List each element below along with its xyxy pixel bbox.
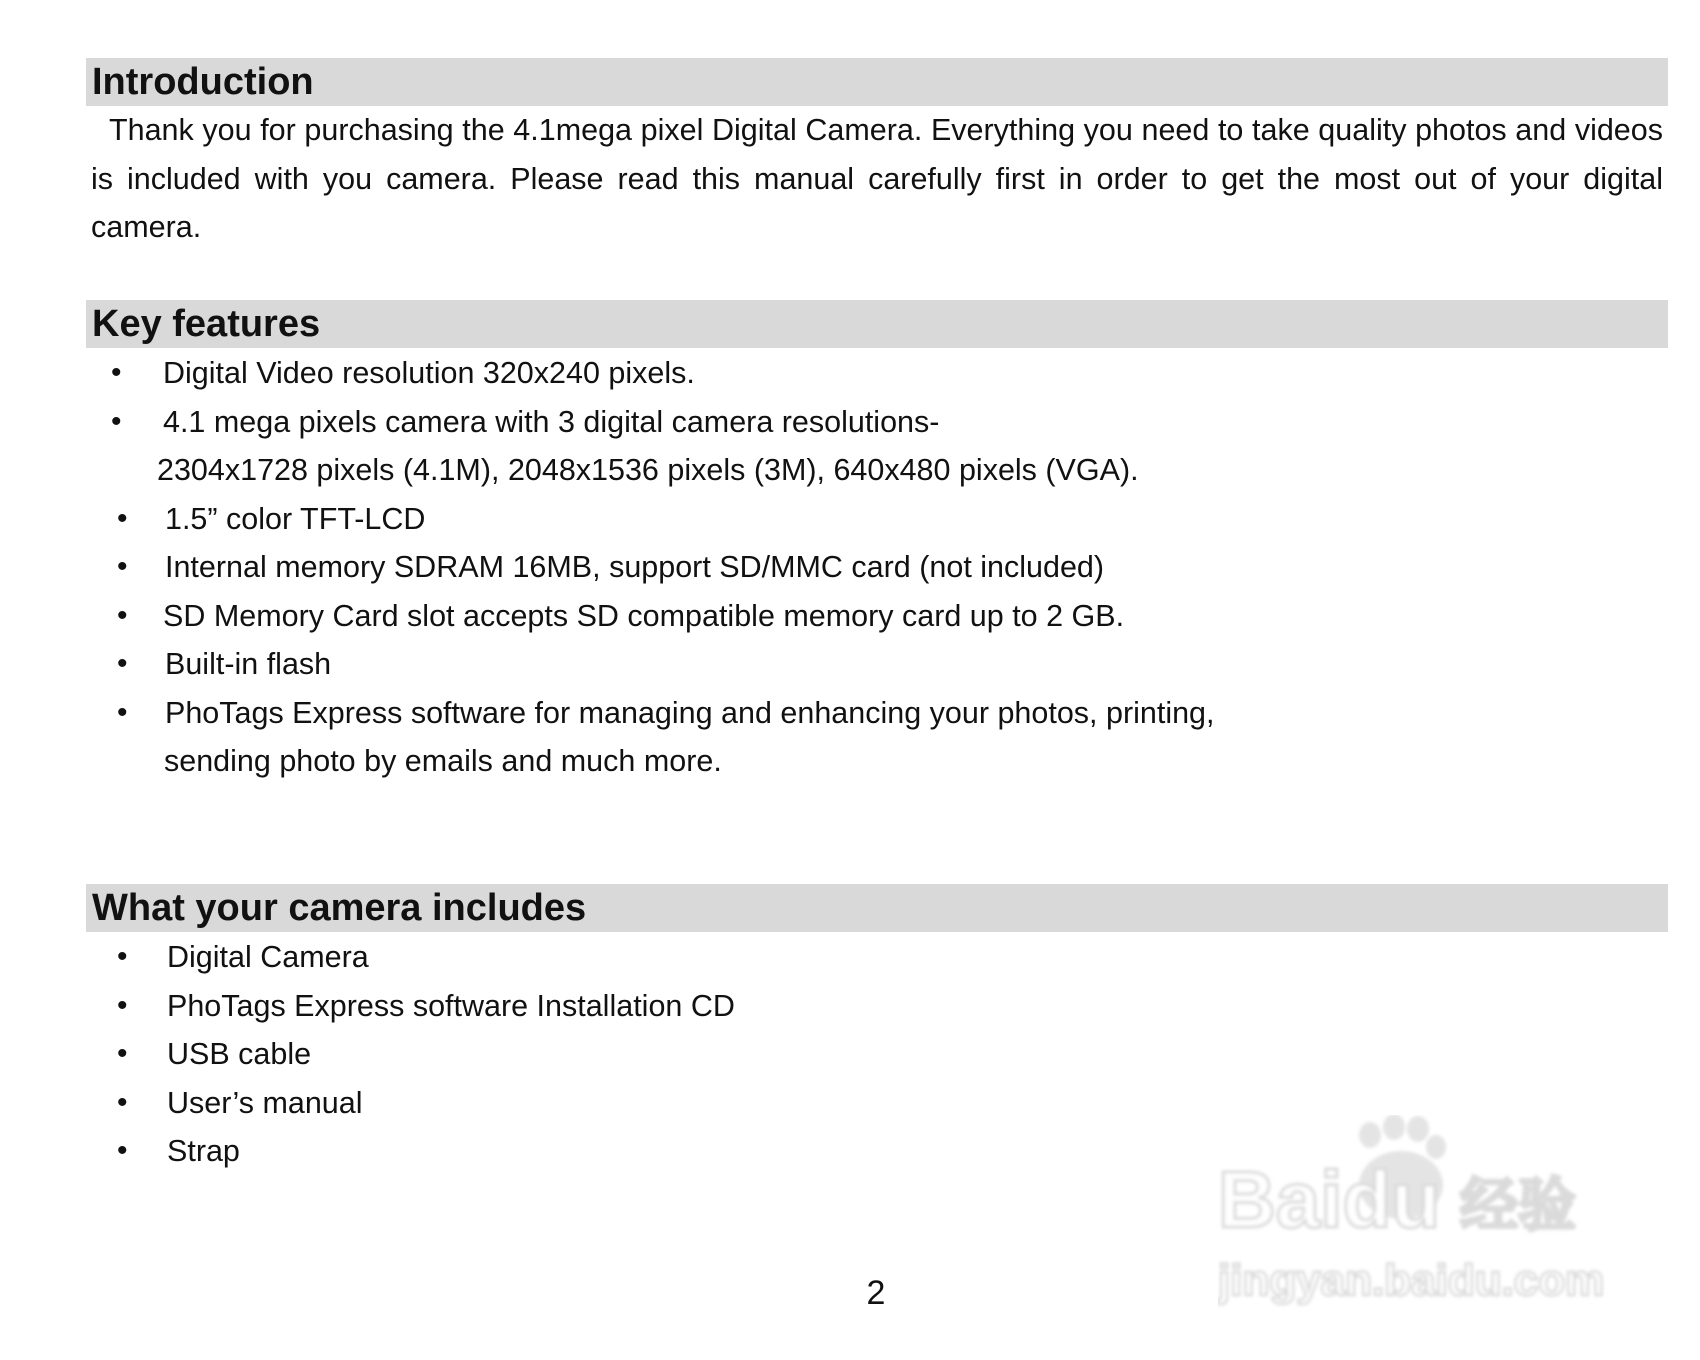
includes-item-text: Strap: [167, 1134, 240, 1168]
feature-item-text: Internal memory SDRAM 16MB, support SD/MMC card (not included): [165, 550, 1105, 584]
includes-item-text: USB cable: [167, 1037, 312, 1071]
feature-item: [0, 495, 1600, 544]
feature-item-text: Digital Video resolution 320x240 pixels.: [163, 356, 695, 390]
includes-item: [0, 982, 1600, 1031]
watermark-brand-suffix: 经验: [1460, 1171, 1577, 1239]
includes-item-text: PhoTags Express software Installation CD: [167, 988, 735, 1023]
feature-item: [0, 689, 1600, 786]
includes-item-text: Digital Camera: [167, 940, 369, 974]
includes-item: [0, 933, 1600, 982]
bullet-icon: •: [111, 404, 122, 438]
section-heading-introduction: [86, 58, 1668, 106]
feature-item-continuation: 2304x1728 pixels (4.1M), 2048x1536 pixels (3M), 640x480 pixels (VGA).: [157, 453, 1139, 487]
section-heading-key-features: [86, 300, 1668, 348]
feature-item: [0, 349, 1600, 398]
feature-item-text: Built-in flash: [165, 647, 332, 681]
feature-item: [0, 640, 1600, 689]
feature-item: [0, 592, 1600, 641]
feature-item: [0, 543, 1600, 592]
includes-title: What your camera includes: [92, 887, 587, 929]
bullet-icon: •: [117, 695, 128, 729]
bullet-icon: •: [117, 598, 128, 632]
bullet-icon: •: [117, 1134, 128, 1167]
bullet-icon: •: [117, 940, 128, 973]
watermark-brand: Baidu: [1218, 1155, 1441, 1244]
feature-item-text: 1.5” color TFT-LCD: [165, 501, 426, 536]
includes-item: [0, 1030, 1600, 1079]
introduction-paragraph: Thank you for purchasing the 4.1mega pixel Digital Camera. Everything you need to take quality photos and videos is included with you camera. Please read this manual carefully first in order to get the most out of your digital camera.: [91, 113, 1663, 244]
includes-item-text: User’s manual: [167, 1085, 363, 1120]
bullet-icon: •: [117, 988, 128, 1022]
bullet-icon: •: [111, 356, 122, 389]
introduction-title: Introduction: [92, 61, 314, 103]
feature-item: [0, 398, 1600, 495]
bullet-icon: •: [117, 550, 128, 583]
feature-item-text: 4.1 mega pixels camera with 3 digital camera resolutions-: [163, 404, 940, 439]
watermark-url: jingyan.baidu.com: [1218, 1256, 1605, 1305]
bullet-icon: •: [117, 501, 128, 535]
bullet-icon: •: [117, 1085, 128, 1119]
feature-item-continuation: sending photo by emails and much more.: [164, 744, 722, 778]
page-number: 2: [866, 1274, 886, 1312]
bullet-icon: •: [117, 647, 128, 680]
baidu-jingyan-watermark: [1218, 1115, 1618, 1315]
bullet-icon: •: [117, 1037, 128, 1070]
feature-item-text: PhoTags Express software for managing and enhancing your photos, printing,: [165, 695, 1215, 730]
feature-item-text: SD Memory Card slot accepts SD compatible memory card up to 2 GB.: [163, 598, 1125, 633]
key-features-title: Key features: [92, 303, 321, 345]
section-heading-includes: [86, 884, 1668, 932]
